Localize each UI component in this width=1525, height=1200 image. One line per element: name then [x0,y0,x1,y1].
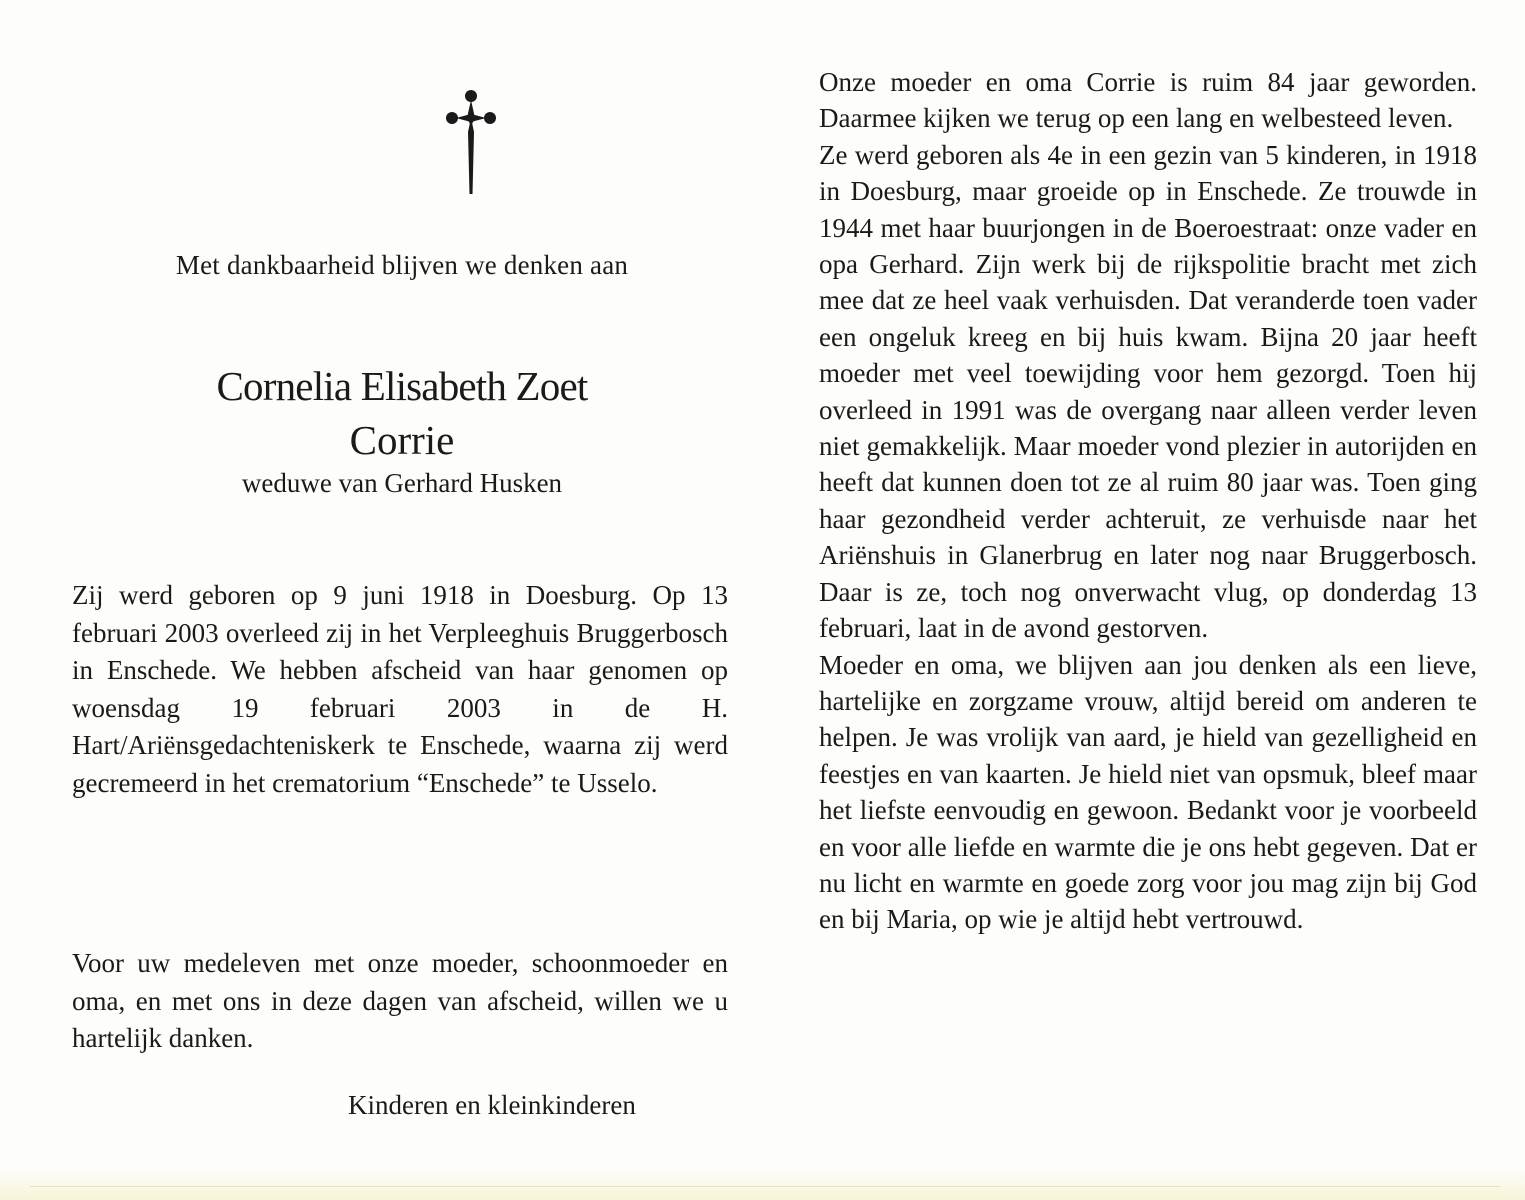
deceased-nickname: Corrie [349,417,455,463]
deceased-name: Cornelia Elisabeth Zoet [216,363,588,409]
widow-of-line: weduwe van Gerhard Husken [241,468,563,498]
biography-paragraph: Zij werd geboren op 9 juni 1918 in Doesburg. Op 13 februari 2003 overleed zij in het Verpleeghuis Bruggerbosch in Enschede. We hebben afscheid van haar genomen op woensdag 19 februari 2003 in de H. Hart/Ariënsgedachteniskerk te Enschede, waarna zij werd gecremeerd in het crematorium “Enschede” te Usselo. [72,580,728,798]
right-panel [819,64,1477,938]
life-paragraph-2: Ze werd geboren als 4e in een gezin van 5 kinderen, in 1918 in Doesburg, maar groeide op in Enschede. Ze trouwde in 1944 met haar buurjongen in de Boeroestraat: onze vader en opa Gerhard. Zijn werk bij de rijkspolitie bracht met zich mee dat ze heel vaak verhuisden. Dat veranderde toen vader een ongeluk kreeg en bij huis kwam. Bijna 20 jaar heeft moeder met veel toewijding voor hem gezorgd. Toen hij overleed in 1991 was de overgang naar alleen verder leven niet gemakkelijk. Maar moeder vond plezier in autorijden en heeft dat kunnen doen tot ze al ruim 80 jaar was. Toen ging haar gezondheid verder achteruit, ze verhuisde naar het Ariënshuis in Glanerbrug en later nog naar Bruggerbosch. Daar is ze, toch nog onverwacht vlug, op donderdag 13 februari, laat in de avond gestorven. [819,139,1477,644]
signature-line: Kinderen en kleinkinderen [348,1090,636,1120]
thanks-paragraph: Voor uw medeleven met onze moeder, schoonmoeder en oma, en met ons in deze dagen van afscheid, willen we u hartelijk danken. [72,948,728,1054]
card-edge-line [30,1186,1500,1187]
left-panel [72,0,732,1200]
intro-line: Met dankbaarheid blijven we denken aan [175,250,629,280]
latin-cross-icon [440,88,502,196]
life-paragraph-3: Moeder en oma, we blijven aan jou denken als een lieve, hartelijke en zorgzame vrouw, altijd bereid om anderen te helpen. Je was vrolijk van aard, je hield van gezelligheid en feestjes en van kaarten. Je hield niet van opsmuk, bleef maar het liefste eenvoudig en gewoon. Bedankt voor je voorbeeld en voor alle liefde en warmte die je ons hebt gegeven. Dat er nu licht en warmte en goede zorg voor jou mag zijn bij God en bij Maria, op wie je altijd hebt vertrouwd. [819,649,1477,935]
card-bottom-edge [0,1168,1525,1200]
life-paragraph-1: Onze moeder en oma Corrie is ruim 84 jaar geworden. Daarmee kijken we terug op een lang en welbesteed leven. [819,67,1477,134]
